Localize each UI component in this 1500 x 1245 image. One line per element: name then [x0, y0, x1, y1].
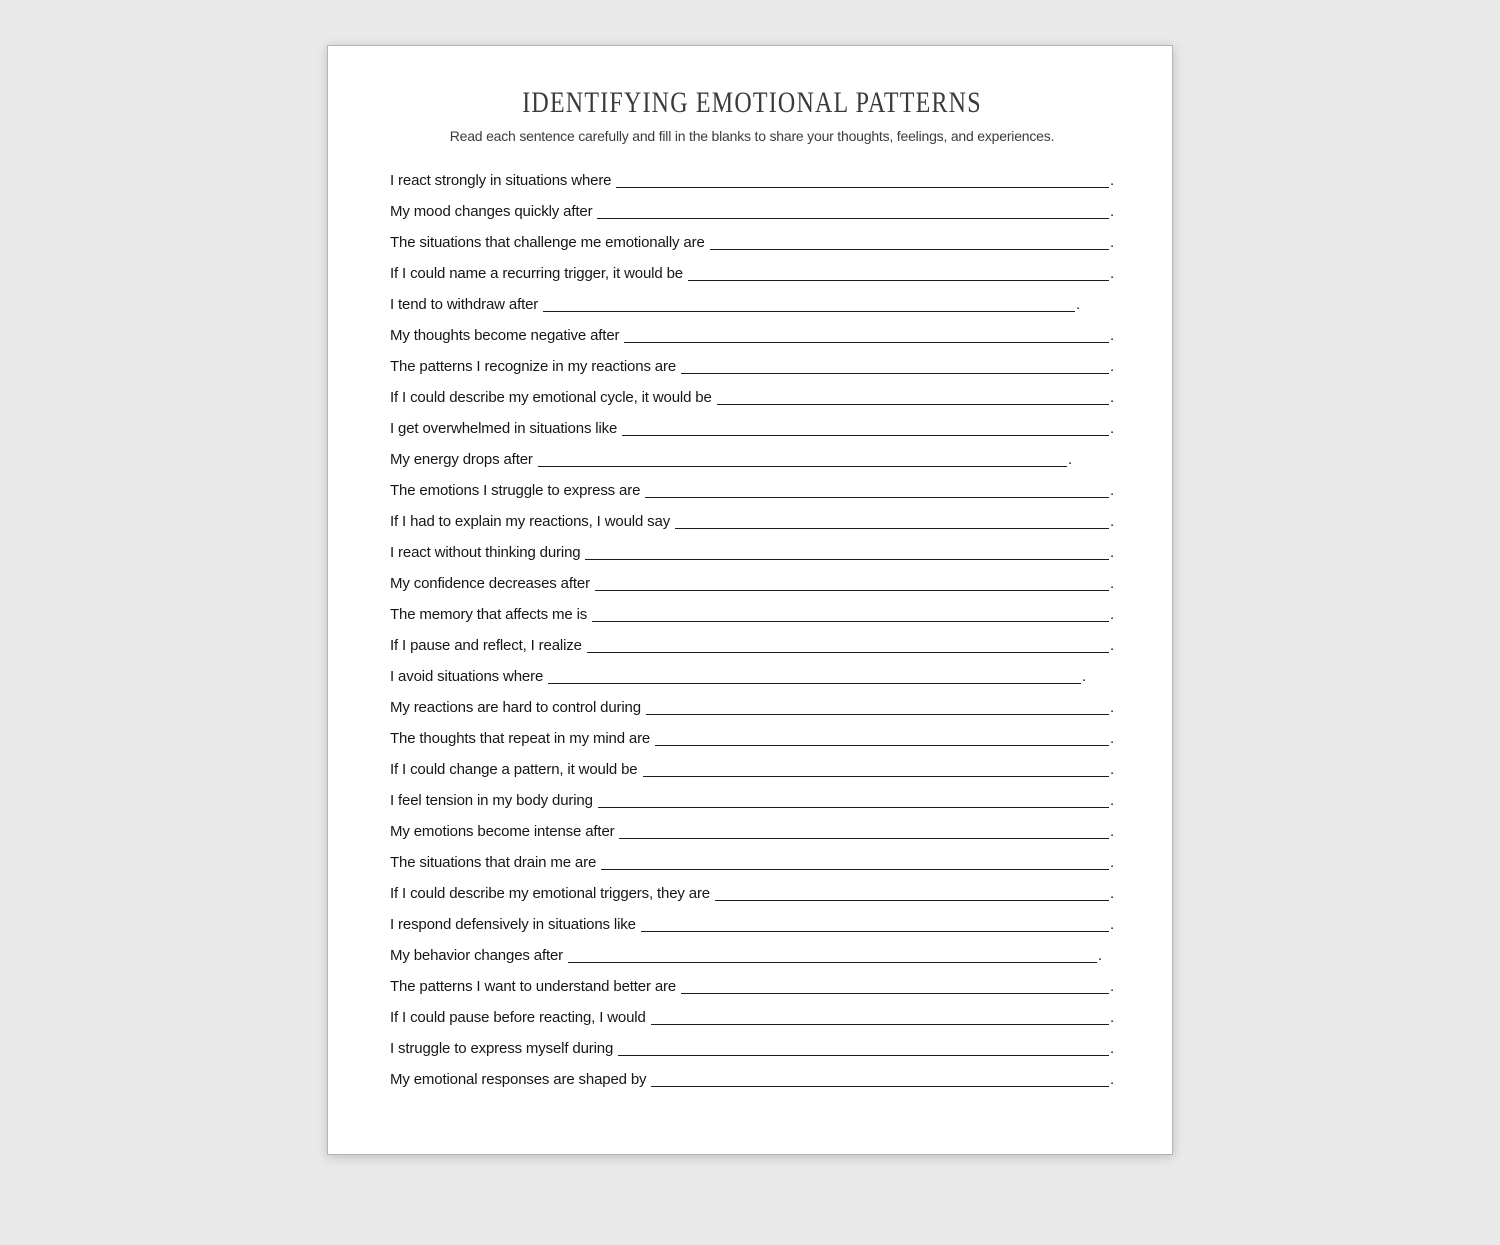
item-prompt: The patterns I recognize in my reactions are: [390, 358, 677, 375]
item-prompt: If I could change a pattern, it would be: [390, 761, 638, 778]
blank-terminator: .: [1109, 730, 1114, 747]
item-prompt: My confidence decreases after: [390, 575, 590, 592]
worksheet-item: [390, 1064, 1114, 1095]
fill-in-blank[interactable]: [622, 435, 1109, 436]
worksheet-item: [390, 382, 1114, 413]
blank-terminator: .: [1109, 1040, 1114, 1057]
item-prompt: If I had to explain my reactions, I would say: [390, 513, 671, 530]
worksheet-item: [390, 816, 1114, 847]
blank-terminator: .: [1109, 265, 1114, 282]
canvas-background: [0, 45, 1500, 1155]
item-prompt: The memory that affects me is: [390, 606, 588, 623]
fill-in-blank[interactable]: [681, 373, 1109, 374]
fill-in-blank[interactable]: [585, 559, 1109, 560]
fill-in-blank[interactable]: [646, 714, 1109, 715]
item-prompt: The situations that drain me are: [390, 854, 597, 871]
blank-terminator: .: [1097, 947, 1102, 964]
worksheet-item: [390, 630, 1114, 661]
item-prompt: I react strongly in situations where: [390, 172, 612, 189]
worksheet-item: [390, 723, 1114, 754]
fill-in-blank[interactable]: [538, 466, 1067, 467]
worksheet-item: [390, 568, 1114, 599]
fill-in-blank[interactable]: [651, 1086, 1109, 1087]
item-prompt: If I could describe my emotional triggers, they are: [390, 885, 710, 902]
fill-in-blank[interactable]: [587, 652, 1109, 653]
worksheet-item: [390, 599, 1114, 630]
worksheet-item: [390, 909, 1114, 940]
fill-in-blank[interactable]: [543, 311, 1075, 312]
worksheet-item: [390, 506, 1114, 537]
blank-terminator: .: [1109, 482, 1114, 499]
item-prompt: I react without thinking during: [390, 544, 581, 561]
worksheet-item: [390, 971, 1114, 1002]
blank-terminator: .: [1109, 916, 1114, 933]
fill-in-blank[interactable]: [681, 993, 1109, 994]
blank-terminator: .: [1109, 854, 1114, 871]
fill-in-blank[interactable]: [624, 342, 1109, 343]
item-prompt: My thoughts become negative after: [390, 327, 620, 344]
fill-in-blank[interactable]: [688, 280, 1109, 281]
fill-in-blank[interactable]: [710, 249, 1109, 250]
item-prompt: I get overwhelmed in situations like: [390, 420, 618, 437]
blank-terminator: .: [1109, 761, 1114, 778]
fill-in-blank[interactable]: [595, 590, 1109, 591]
worksheet-item: [390, 661, 1114, 692]
blank-terminator: .: [1109, 575, 1114, 592]
item-prompt: I struggle to express myself during: [390, 1040, 614, 1057]
fill-in-blank[interactable]: [619, 838, 1108, 839]
item-prompt: I respond defensively in situations like: [390, 916, 636, 933]
page-subtitle: Read each sentence carefully and fill in the blanks to share your thoughts, feelings, and experiences.: [449, 128, 1055, 144]
blank-terminator: .: [1109, 358, 1114, 375]
page-title: IDENTIFYING EMOTIONAL PATTERNS: [522, 86, 982, 119]
item-prompt: My emotional responses are shaped by: [390, 1071, 647, 1088]
worksheet-item: [390, 940, 1114, 971]
worksheet-item: [390, 878, 1114, 909]
item-prompt: The emotions I struggle to express are: [390, 482, 641, 499]
fill-in-blank[interactable]: [618, 1055, 1109, 1056]
worksheet-page: [327, 45, 1173, 1155]
blank-terminator: .: [1109, 606, 1114, 623]
item-prompt: My mood changes quickly after: [390, 203, 593, 220]
item-prompt: I tend to withdraw after: [390, 296, 539, 313]
blank-terminator: .: [1109, 792, 1114, 809]
item-prompt: If I could describe my emotional cycle, it would be: [390, 389, 712, 406]
blank-terminator: .: [1109, 637, 1114, 654]
blank-terminator: .: [1109, 978, 1114, 995]
worksheet-item: [390, 289, 1114, 320]
fill-in-blank[interactable]: [548, 683, 1081, 684]
item-prompt: My behavior changes after: [390, 947, 564, 964]
worksheet-item: [390, 413, 1114, 444]
blank-terminator: .: [1109, 1009, 1114, 1026]
worksheet-item: [390, 320, 1114, 351]
worksheet-item: [390, 1002, 1114, 1033]
blank-terminator: .: [1109, 172, 1114, 189]
fill-in-blank[interactable]: [597, 218, 1109, 219]
fill-in-blank[interactable]: [675, 528, 1109, 529]
blank-terminator: .: [1109, 1071, 1114, 1088]
blank-terminator: .: [1109, 513, 1114, 530]
blank-terminator: .: [1109, 699, 1114, 716]
fill-in-blank[interactable]: [598, 807, 1109, 808]
fill-in-blank[interactable]: [601, 869, 1109, 870]
fill-in-blank[interactable]: [643, 776, 1109, 777]
worksheet-item: [390, 847, 1114, 878]
item-prompt: I feel tension in my body during: [390, 792, 593, 809]
fill-in-blank[interactable]: [645, 497, 1109, 498]
blank-terminator: .: [1075, 296, 1080, 313]
blank-terminator: .: [1081, 668, 1086, 685]
fill-in-blank[interactable]: [715, 900, 1109, 901]
fill-in-blank[interactable]: [592, 621, 1109, 622]
item-prompt: My energy drops after: [390, 451, 533, 468]
blank-terminator: .: [1067, 451, 1072, 468]
item-prompt: My reactions are hard to control during: [390, 699, 641, 716]
worksheet-item: [390, 537, 1114, 568]
worksheet-item: [390, 1033, 1114, 1064]
worksheet-item: [390, 227, 1114, 258]
fill-in-blank[interactable]: [717, 404, 1109, 405]
item-prompt: If I could name a recurring trigger, it would be: [390, 265, 683, 282]
item-prompt: If I pause and reflect, I realize: [390, 637, 582, 654]
blank-terminator: .: [1109, 823, 1114, 840]
worksheet-item: [390, 258, 1114, 289]
worksheet-item: [390, 692, 1114, 723]
blank-terminator: .: [1109, 203, 1114, 220]
worksheet-items: [390, 165, 1114, 1095]
blank-terminator: .: [1109, 327, 1114, 344]
worksheet-item: [390, 754, 1114, 785]
item-prompt: My emotions become intense after: [390, 823, 615, 840]
fill-in-blank[interactable]: [641, 931, 1109, 932]
worksheet-item: [390, 196, 1114, 227]
item-prompt: If I could pause before reacting, I would: [390, 1009, 646, 1026]
worksheet-item: [390, 351, 1114, 382]
item-prompt: The situations that challenge me emotionally are: [390, 234, 705, 251]
fill-in-blank[interactable]: [616, 187, 1109, 188]
fill-in-blank[interactable]: [655, 745, 1109, 746]
worksheet-item: [390, 785, 1114, 816]
blank-terminator: .: [1109, 544, 1114, 561]
item-prompt: I avoid situations where: [390, 668, 544, 685]
worksheet-item: [390, 165, 1114, 196]
worksheet-item: [390, 475, 1114, 506]
blank-terminator: .: [1109, 234, 1114, 251]
blank-terminator: .: [1109, 389, 1114, 406]
item-prompt: The thoughts that repeat in my mind are: [390, 730, 651, 747]
fill-in-blank[interactable]: [568, 962, 1097, 963]
blank-terminator: .: [1109, 885, 1114, 902]
worksheet-item: [390, 444, 1114, 475]
fill-in-blank[interactable]: [651, 1024, 1109, 1025]
item-prompt: The patterns I want to understand better are: [390, 978, 677, 995]
blank-terminator: .: [1109, 420, 1114, 437]
